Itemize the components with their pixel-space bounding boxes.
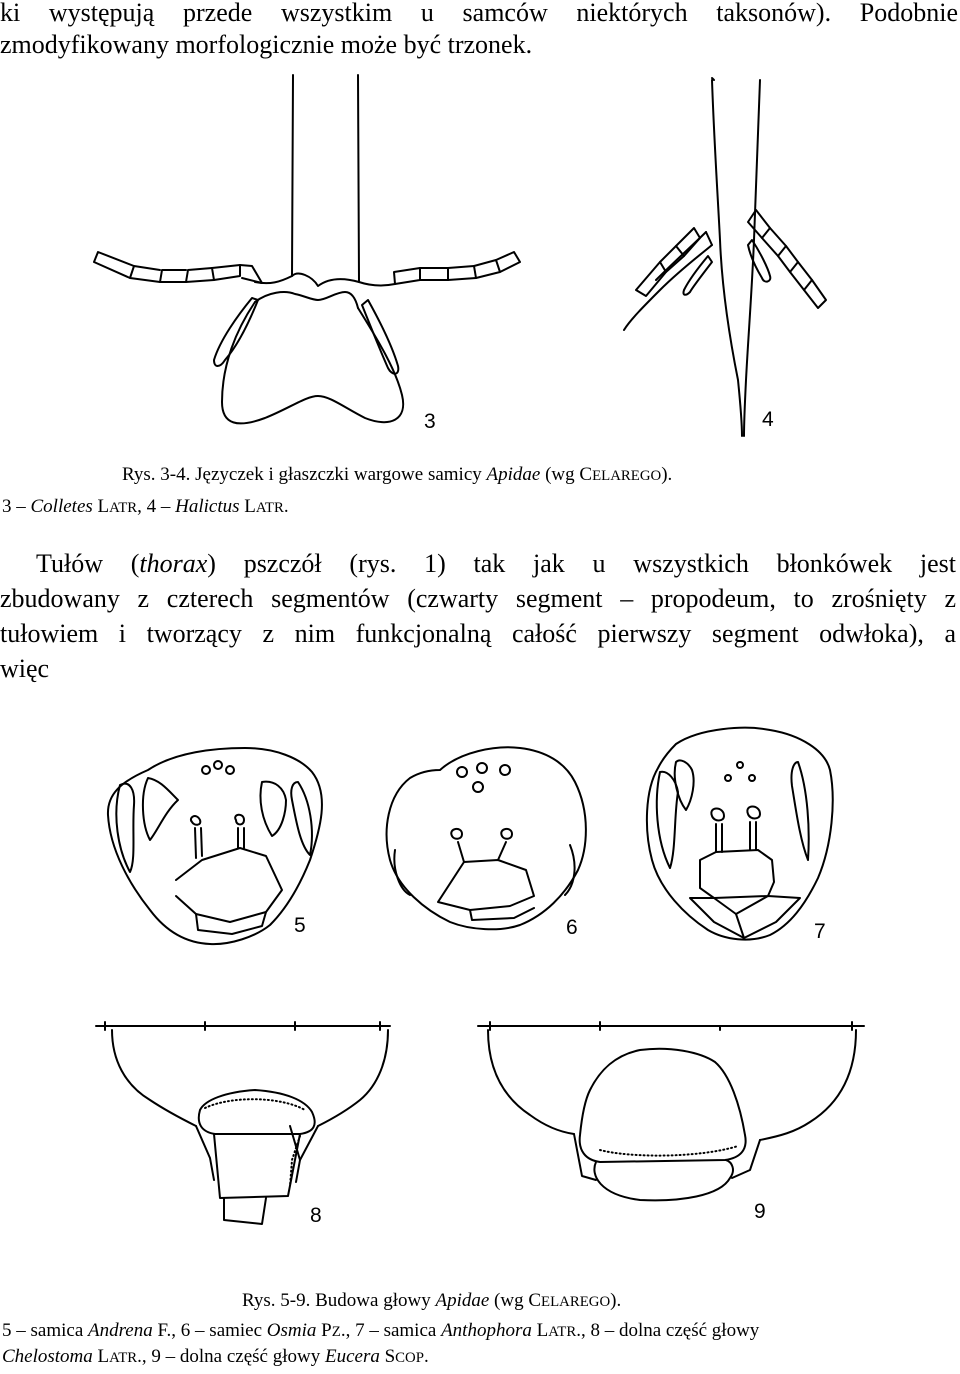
figure-label-6: 6 (566, 916, 578, 939)
figure-9-head (478, 1022, 864, 1200)
paragraph-line: więc (0, 654, 50, 683)
figure-label-9: 9 (754, 1200, 766, 1223)
figure-caption-5-9-line2: 5 – samica Andrena F., 6 – samiec Osmia PZ., 7 – samica Anthophora LATR., 8 – dolna część głowy (2, 1320, 760, 1341)
figure-label-7: 7 (814, 920, 826, 943)
figure-caption-5-9: Rys. 5-9. Budowa głowy Apidae (wg CELAREGO). (242, 1290, 622, 1311)
figure-caption-3-4: Rys. 3-4. Języczek i głaszczki wargowe samicy Apidae (wg CELAREGO). (122, 464, 673, 485)
paragraph-line: tułowiem i tworzący z nim funkcjonalną całość pierwszy segment odwłoka), a (0, 619, 956, 648)
text-line: zmodyfikowany morfologicznie może być trzonek. (0, 30, 533, 59)
figure-caption-5-9-line3: Chelostoma LATR., 9 – dolna część głowy Eucera SCOP. (2, 1346, 429, 1367)
figure-caption-3-4-line2: 3 – Colletes LATR, 4 – Halictus LATR. (2, 496, 289, 517)
figure-5-head (108, 748, 322, 944)
paragraph-line: Tułów (thorax) pszczół (rys. 1) tak jak u wszystkich błonkówek jest (36, 549, 956, 578)
paragraph-line: zbudowany z czterech segmentów (czwarty segment – propodeum, to zrośnięty z (0, 584, 956, 613)
figure-8-head (96, 1022, 390, 1224)
figure-label-8: 8 (310, 1204, 322, 1227)
figure-label-4: 4 (762, 408, 774, 431)
figure-label-3: 3 (424, 410, 436, 433)
figure-label-5: 5 (294, 914, 306, 937)
figure-6-head (387, 747, 586, 929)
figure-7-head (647, 728, 833, 940)
text-line: ki występują przede wszystkim u samców niektórych taksonów). Podobnie (0, 0, 958, 27)
